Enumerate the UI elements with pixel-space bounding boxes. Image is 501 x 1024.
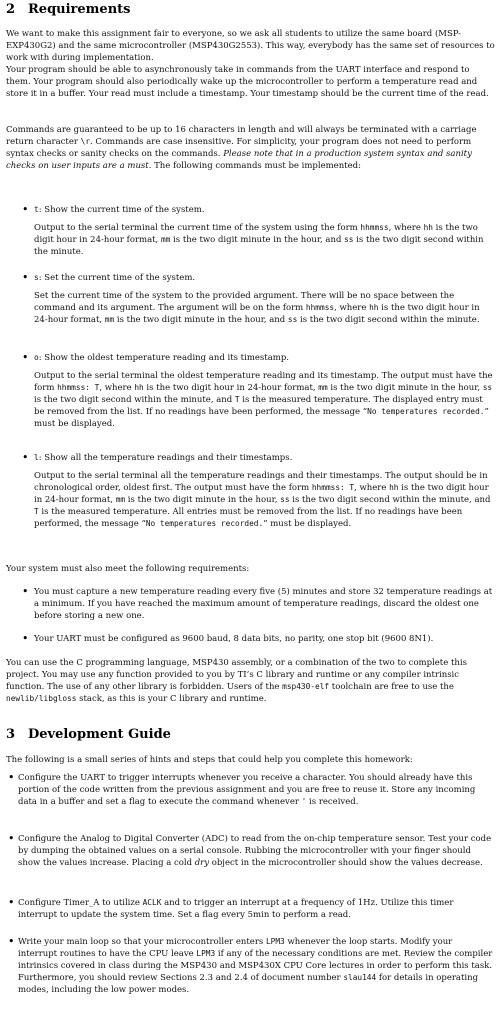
list-item-cmd-t-head: t: Show the current time of the system.: [34, 205, 205, 215]
section-2-heading: [6, 2, 130, 18]
bullet: •: [8, 935, 15, 948]
list-item-cmd-l-body: Output to the serial terminal all the temperature readings and their timestamps. The output should be in chronological order, oldest first. The output must have the form hhmmss: T, where hh is the two digit hour in 24-hour format, mm is the two digit minute in the hour, ss is the two digit second within the minute, and T is the measured temperature. All entries must be removed from the list. If no readings have been performed, the message “No temperatures recorded.” must be displayed.: [34, 471, 491, 529]
section-title: Requirements: [28, 2, 131, 17]
bullet: •: [22, 203, 29, 216]
list-item-guide: Configure Timer_A to utilize ACLK and to trigger an interrupt at a frequency of 1Hz. Utilize this timer interrupt to update the system time. Set a flag every 5min to perform a read.: [18, 898, 454, 920]
bullet: •: [22, 351, 29, 364]
paragraph: The following is a small series of hints and steps that could help you complete this homework:: [6, 755, 413, 765]
section-number: 2: [6, 2, 16, 17]
bullet: •: [22, 271, 29, 284]
paragraph: Your program should be able to asynchronously take in commands from the UART interface and respond to them. Your program should also periodically wake up the microcontroller to perform a temperature read and store it in a buffer. Your read must include a timestamp. Your timestamp should be the current time of the read.: [6, 65, 489, 99]
bullet: •: [8, 896, 15, 909]
bullet: •: [22, 585, 29, 598]
section-number: 3: [6, 727, 16, 742]
list-item-guide: Write your main loop so that your microcontroller enters LPM3 whenever the loop starts. Modify your interrupt routines to have the CPU leave LPM3 if any of the necessary conditions are met. Review the compiler intrinsics covered in class during the MSP430 and MSP430X CPU Core lectures in order to perform this task. Furthermore, you should review Sections 2.3 and 2.4 of document number slau144 for details in operating modes, including the low power modes.: [18, 937, 493, 995]
paragraph-commands: Commands are guaranteed to be up to 16 characters in length and will always be terminated with a carriage return character \r. Commands are case insensitive. For simplicity, your program does not need to perform syntax checks or sanity checks on the commands. Please note that in a production system syntax and sanity checks on user inputs are a must. The following commands must be implemented:: [6, 125, 477, 171]
paragraph: You can use the C programming language, MSP430 assembly, or a combination of the two to complete this project. You may use any function provided to you by TI’s C library and runtime or any compiler intrinsic function. The use of any other library is forbidden. Users of the msp430-elf toolchain are free to use the newlib/libgloss stack, as this is your C library and runtime.: [6, 658, 467, 704]
list-item-requirement: Your UART must be configured as 9600 baud, 8 data bits, no parity, one stop bit (9600 8N1).: [34, 634, 434, 644]
list-item-cmd-s-body: Set the current time of the system to the provided argument. There will be no space between the command and its argument. The argument will be on the form hhmmss, where hh is the two digit hour in 24-hour format, mm is the two digit minute in the hour, and ss is the two digit second within the minute.: [34, 291, 480, 325]
list-item-guide: Configure the Analog to Digital Converter (ADC) to read from the on-chip temperature sensor. Test your code by dumping the obtained values on a serial console. Rubbing the microcontroller with your finger should show the values increase. Placing a cold dry object in the microcontroller should show the values decrease.: [18, 834, 492, 868]
list-item-cmd-l-head: l: Show all the temperature readings and their timestamps.: [34, 453, 293, 463]
bullet: •: [8, 771, 15, 784]
section-title: Development Guide: [28, 727, 171, 742]
list-item-cmd-o-head: o: Show the oldest temperature reading and its timestamp.: [34, 353, 289, 363]
list-item-cmd-s-head: s: Set the current time of the system.: [34, 273, 196, 283]
list-item-cmd-o-body: Output to the serial terminal the oldest temperature reading and its timestamp. The output must have the form hhmmss: T, where hh is the two digit hour in 24-hour format, mm is the two digit minute in the hour, ss is the two digit second within the minute, and T is the measured temperature. The displayed entry must be removed from the list. If no readings have been performed, the message “No temperatures recorded.” must be displayed.: [34, 371, 493, 429]
bullet: •: [8, 832, 15, 845]
paragraph: We want to make this assignment fair to everyone, so we ask all students to utilize the same board (MSP-EXP430G2) and the same microcontroller (MSP430G2553). This way, everybody has the same set of resources to work with during implementation.: [6, 29, 495, 63]
bullet: •: [22, 632, 29, 645]
list-item-cmd-t-body: Output to the serial terminal the current time of the system using the form hhmmss, where hh is the two digit hour in 24-hour format, mm is the two digit minute in the hour, and ss is the two digit second within the minute.: [34, 223, 484, 257]
list-item-requirement: You must capture a new temperature reading every five (5) minutes and store 32 temperature readings at a minimum. If you have reached the maximum amount of temperature readings, discard the oldest one before storing a new one.: [34, 587, 493, 621]
list-item-guide: Configure the UART to trigger interrupts whenever you receive a character. You should already have this portion of the code written from the previous assignment and you are free to reuse it. Store any incoming data in a buffer and set a flag to execute the command whenever ' is received.: [18, 773, 476, 807]
section-3-heading: [6, 727, 171, 743]
paragraph: Your system must also meet the following requirements:: [6, 564, 250, 574]
bullet: •: [22, 451, 29, 464]
